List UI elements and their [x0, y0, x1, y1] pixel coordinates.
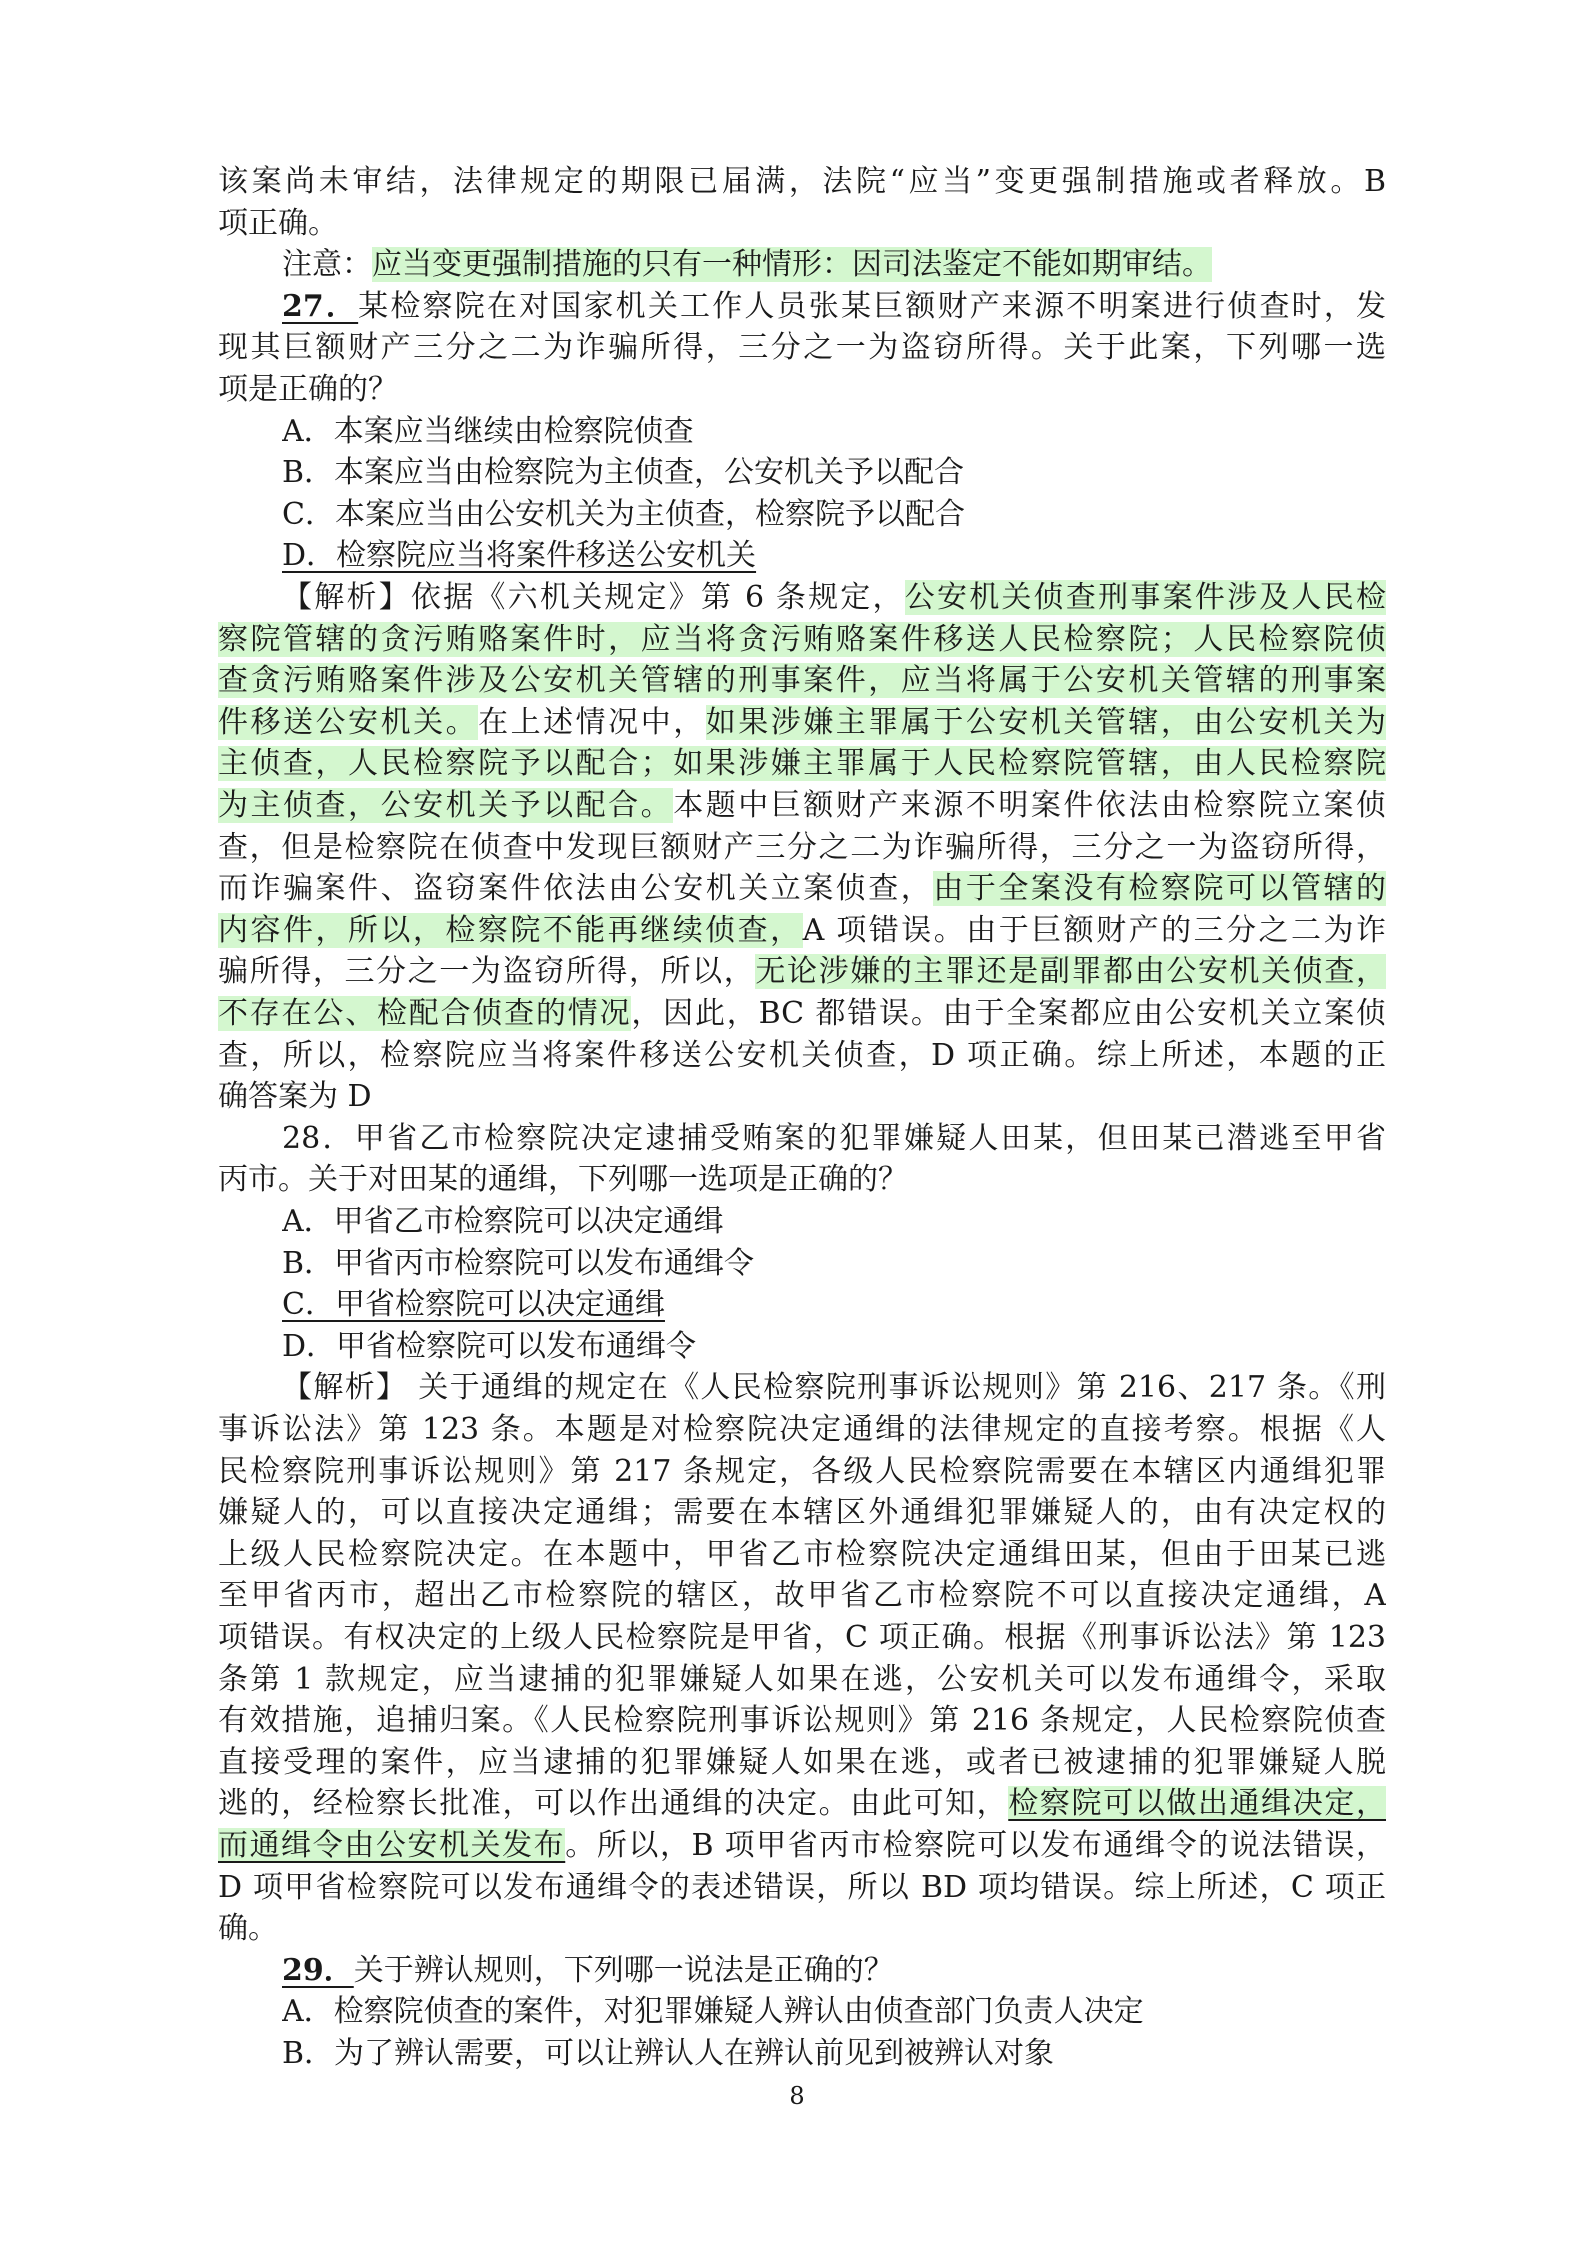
text-line [282, 410, 1386, 454]
text-line [282, 534, 1386, 578]
highlighted-text: 应当变更强制措施的只有一种情形：因司法鉴定不能如期审结。 [372, 247, 1212, 283]
text-line [218, 1907, 1386, 1951]
text-line [218, 1491, 1386, 1535]
text-segment: 【解析】依据《六机关规定》第 6 条规定， [282, 580, 905, 615]
highlighted-text: 而通缉令由公安机关发布 [218, 1828, 566, 1863]
text-line [282, 1283, 1386, 1327]
text-segment: C．甲省检察院可以决定通缉 [282, 1287, 665, 1323]
highlighted-text: 件移送公安机关。 [218, 704, 479, 740]
text-segment: A．本案应当继续由检察院侦查 [282, 413, 694, 449]
text-line [282, 1117, 1386, 1161]
text-segment: 骗所得，三分之一为盗窃所得，所以， [218, 954, 756, 990]
text-line [218, 1616, 1386, 1660]
text-segment: 事诉讼法》第 123 条。本题是对检察院决定通缉的法律规定的直接考察。根据《人 [218, 1412, 1386, 1447]
text-segment: 有效措施，追捕归案。《人民检察院刑事诉讼规则》第 216 条规定，人民检察院侦查 [218, 1703, 1386, 1739]
text-segment: 。所以，B 项甲省丙市检察院可以发布通缉令的说法错误， [565, 1828, 1386, 1863]
text-line [282, 1949, 1386, 1993]
text-segment: 现其巨额财产三分之二为诈骗所得，三分之一为盗窃所得。关于此案，下列哪一选 [218, 330, 1386, 366]
text-line [282, 243, 1386, 287]
text-segment: 27． [282, 288, 359, 324]
text-segment: 本题中巨额财产来源不明案件依法由检察院立案侦 [673, 788, 1386, 823]
text-segment: 注意： [282, 247, 372, 283]
highlighted-text: 察院管辖的贪污贿赂案件时，应当将贪污贿赂案件移送人民检察院；人民检察院侦 [218, 621, 1386, 657]
text-line [218, 160, 1386, 204]
text-segment: ，因此，BC 都错误。由于全案都应由公安机关立案侦 [631, 996, 1386, 1031]
text-line [282, 493, 1386, 537]
text-line [218, 1450, 1386, 1494]
highlighted-text: 无论涉嫌的主罪还是副罪都由公安机关侦查， [755, 954, 1386, 990]
text-segment: 至甲省丙市，超出乙市检察院的辖区，故甲省乙市检察院不可以直接决定通缉，A [218, 1578, 1386, 1614]
text-line [218, 950, 1386, 994]
text-line [218, 1158, 1386, 1202]
text-line [282, 2032, 1386, 2076]
highlighted-text: 如果涉嫌主罪属于公安机关管辖，由公安机关为 [705, 704, 1386, 740]
text-line [218, 202, 1386, 246]
text-line [218, 992, 1386, 1036]
text-line [282, 1325, 1386, 1369]
text-line [218, 784, 1386, 828]
text-segment: B．甲省丙市检察院可以发布通缉令 [282, 1245, 755, 1281]
text-line [218, 326, 1386, 370]
text-line [218, 1034, 1386, 1078]
text-line [218, 701, 1386, 745]
text-line [218, 1574, 1386, 1618]
text-segment: 直接受理的案件，应当逮捕的犯罪嫌疑人如果在逃，或者已被逮捕的犯罪嫌疑人脱 [218, 1744, 1386, 1780]
text-segment: A 项错误。由于巨额财产的三分之二为诈 [802, 912, 1386, 948]
highlighted-text: 主侦查，人民检察院予以配合；如果涉嫌主罪属于人民检察院管辖，由人民检察院 [218, 746, 1386, 782]
text-line [218, 1824, 1386, 1868]
highlighted-text: 内容件，所以，检察院不能再继续侦查， [218, 912, 803, 948]
text-segment: 项是正确的？ [218, 372, 398, 407]
text-segment: 【解析】 关于通缉的规定在《人民检察院刑事诉讼规则》第 216、217 条。《刑 [282, 1370, 1386, 1406]
text-line [218, 826, 1386, 870]
text-line [218, 909, 1386, 953]
text-line [218, 1782, 1386, 1826]
text-line [282, 1366, 1386, 1410]
text-segment: D．检察院应当将案件移送公安机关 [282, 538, 757, 574]
highlighted-text: 由于全案没有检察院可以管辖的 [933, 871, 1386, 907]
text-line [218, 1866, 1386, 1910]
text-segment: 该案尚未审结，法律规定的期限已届满，法院“应当”变更强制措施或者释放。B [218, 164, 1386, 199]
text-segment: 确答案为 D [218, 1079, 372, 1115]
text-segment: B．为了辨认需要，可以让辨认人在辨认前见到被辨认对象 [282, 2036, 1055, 2071]
text-segment: 逃的，经检察长批准，可以作出通缉的决定。由此可知， [218, 1786, 1009, 1822]
text-segment: 民检察院刑事诉讼规则》第 217 条规定，各级人民检察院需要在本辖区内通缉犯罪 [218, 1453, 1386, 1489]
highlighted-text: 公安机关侦查刑事案件涉及人民检 [904, 580, 1386, 615]
text-segment: 查，但是检察院在侦查中发现巨额财产三分之二为诈骗所得，三分之一为盗窃所得， [218, 829, 1386, 865]
text-segment: A．检察院侦查的案件，对犯罪嫌疑人辨认由侦查部门负责人决定 [282, 1994, 1144, 2030]
text-line [218, 618, 1386, 662]
text-segment: 上级人民检察院决定。在本题中，甲省乙市检察院决定通缉田某，但由于田某已逃 [218, 1536, 1386, 1572]
text-line [218, 368, 1386, 412]
text-line [218, 1658, 1386, 1702]
text-line [218, 742, 1386, 786]
text-segment: 某检察院在对国家机关工作人员张某巨额财产来源不明案进行侦查时，发 [358, 288, 1386, 324]
text-segment: 关于辨认规则，下列哪一说法是正确的？ [353, 1952, 894, 1988]
highlighted-text: 为主侦查，公安机关予以配合。 [218, 788, 674, 823]
highlighted-text: 不存在公、检配合侦查的情况 [218, 996, 632, 1031]
text-line [282, 451, 1386, 495]
text-line [218, 867, 1386, 911]
text-line [218, 1533, 1386, 1577]
text-line [218, 1699, 1386, 1743]
highlighted-text: 查贪污贿赂案件涉及公安机关管辖的刑事案件，应当将属于公安机关管辖的刑事案 [218, 663, 1386, 699]
text-segment: B．本案应当由检察院为主侦查，公安机关予以配合 [282, 455, 965, 491]
text-segment: 查，所以，检察院应当将案件移送公安机关侦查，D 项正确。综上所述，本题的正 [218, 1037, 1386, 1073]
text-segment: 29． [282, 1952, 354, 1988]
text-line [218, 659, 1386, 703]
highlighted-text: 检察院可以做出通缉决定， [1008, 1786, 1386, 1822]
text-line [218, 1075, 1386, 1119]
text-line [282, 285, 1386, 329]
text-segment: C．本案应当由公安机关为主侦查，检察院予以配合 [282, 496, 965, 532]
text-segment: 项错误。有权决定的上级人民检察院是甲省，C 项正确。根据《刑事诉讼法》第 123 [218, 1620, 1386, 1655]
text-line [282, 1990, 1386, 2034]
text-segment: 丙市。关于对田某的通缉，下列哪一选项是正确的？ [218, 1162, 908, 1198]
text-segment: 而诈骗案件、盗窃案件依法由公安机关立案侦查， [218, 871, 934, 907]
text-segment: A．甲省乙市检察院可以决定通缉 [282, 1204, 724, 1239]
text-segment: 条第 1 款规定，应当逮捕的犯罪嫌疑人如果在逃，公安机关可以发布通缉令，采取 [218, 1661, 1386, 1697]
text-line [282, 1200, 1386, 1244]
text-segment: 嫌疑人的，可以直接决定通缉；需要在本辖区外通缉犯罪嫌疑人的，由有决定权的 [218, 1495, 1386, 1531]
text-line [218, 1741, 1386, 1785]
text-segment: 在上述情况中， [478, 704, 706, 740]
text-segment: 项正确。 [218, 205, 338, 241]
text-segment: 确。 [218, 1911, 278, 1947]
text-segment: D 项甲省检察院可以发布通缉令的表述错误，所以 BD 项均错误。综上所述，C 项正 [218, 1869, 1386, 1905]
page-number: 8 [789, 2082, 805, 2110]
text-line [282, 576, 1386, 620]
text-line [282, 1242, 1386, 1286]
text-line [218, 1408, 1386, 1452]
text-segment: 28．甲省乙市检察院决定逮捕受贿案的犯罪嫌疑人田某，但田某已潜逃至甲省 [282, 1120, 1386, 1156]
text-segment: D．甲省检察院可以发布通缉令 [282, 1328, 697, 1364]
